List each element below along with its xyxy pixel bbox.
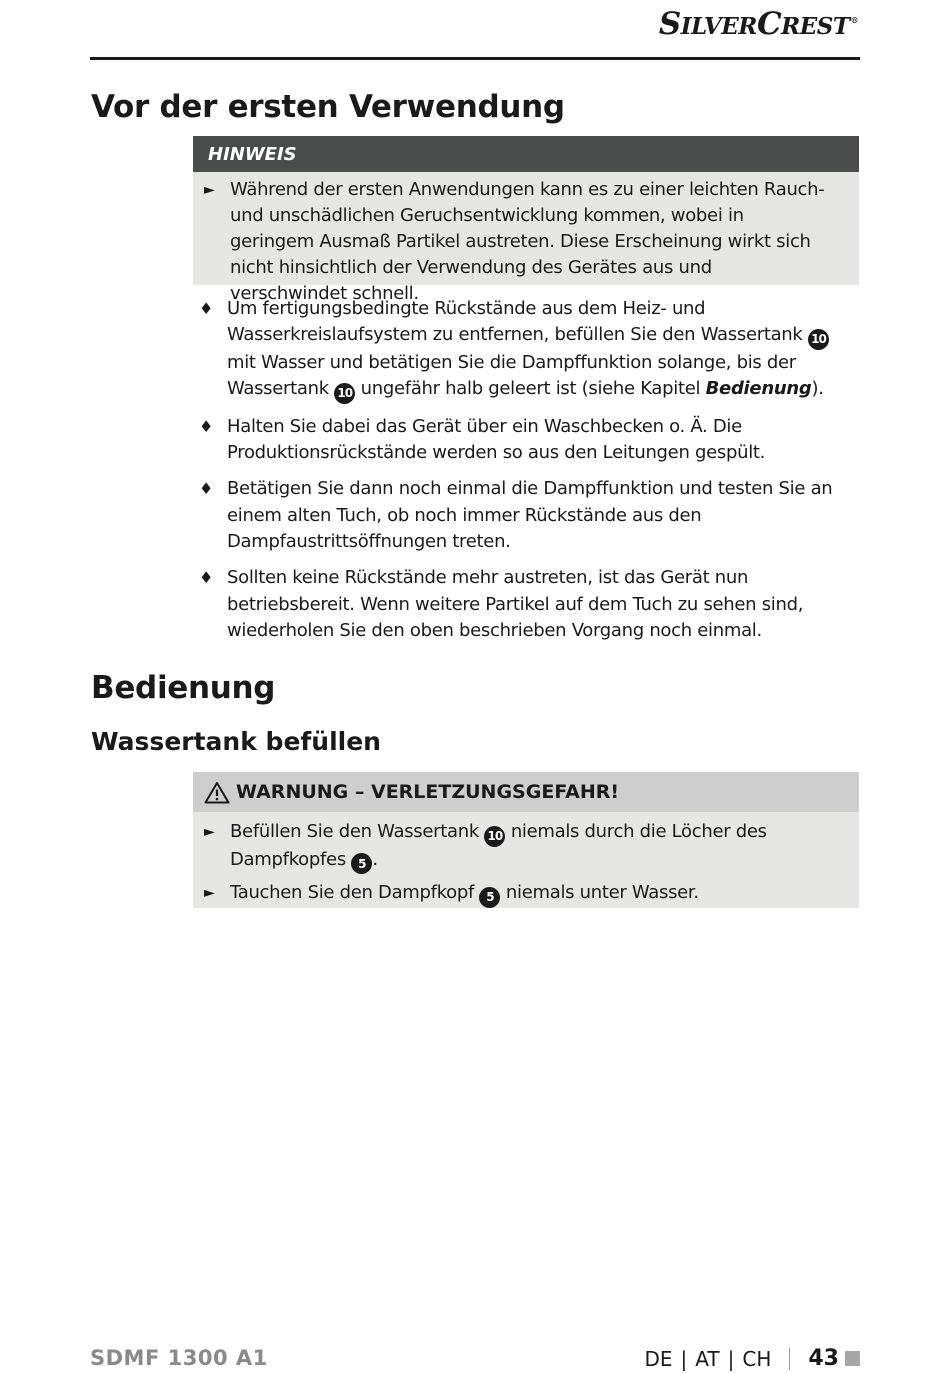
warning-box [193,772,859,908]
arrow-marker-icon: ► [204,182,215,198]
footer-lang: AT [695,1346,720,1371]
diamond-bullet-icon: ♦ [199,479,214,499]
page-square-marker [845,1351,860,1366]
warning-triangle-icon [204,781,230,804]
ref-number-badge: 10 [484,826,505,847]
brand-logo: SILVERCREST® [658,6,858,42]
list-item: ♦ Sollten keine Rückstände mehr austreten, ist das Gerät nun betriebsbereit. Wenn weitere Partikel auf dem Tuch zu sehen sind, wiederholen Sie den oben beschrieben Vorgang noch einmal. [199,567,804,641]
note-box [193,136,859,304]
ref-number-badge: 5 [351,853,372,874]
header-rule [90,57,860,60]
arrow-marker-icon: ► [204,824,215,840]
diamond-bullet-icon: ♦ [199,568,214,588]
list-item: ♦ Betätigen Sie dann noch einmal die Dampffunktion und testen Sie an einem alten Tuch, ob noch immer Rückstände aus den Dampfaustrittsöffnungen treten. [199,478,833,553]
page-number: 43 [808,1346,839,1371]
footer-lang: CH [742,1346,772,1371]
note-item: ► Während der ersten Anwendungen kann es zu einer leichten Rauch- und unschädlichen Geruchsentwicklung kommen, wobei in geringem Ausmaß Partikel austreten. Diese Erscheinung wirkt sich nicht hinsichtlich der Verwendung des Gerätes aus und verschwindet schnell. [204,179,825,304]
footer-divider [789,1348,790,1370]
section-title-operation: Bedienung [91,670,276,706]
footer-model: SDMF 1300 A1 [90,1346,268,1370]
section-title-first-use: Vor der ersten Verwendung [91,89,565,125]
footer-page-info: DE | AT | CH 43 [644,1346,860,1371]
footer-lang: DE [644,1346,673,1371]
first-use-steps [199,296,851,654]
diamond-bullet-icon: ♦ [199,416,214,436]
ref-number-badge: 5 [479,887,500,908]
diamond-bullet-icon: ♦ [199,299,214,318]
ref-number-badge: 10 [334,383,355,404]
warning-item: ► Tauchen Sie den Dampfkopf 5 niemals unter Wasser. [193,880,859,908]
note-header: HINWEIS [193,136,859,172]
ref-number-badge: 10 [808,329,829,350]
arrow-marker-icon: ► [204,885,215,901]
list-item: ♦ Halten Sie dabei das Gerät über ein Waschbecken o. Ä. Die Produktionsrückstände werden so aus den Leitungen gespült. [199,415,766,464]
chapter-reference: Bedienung [705,378,812,400]
warning-header: WARNUNG – VERLETZUNGSGEFAHR! [193,772,859,812]
warning-item: ► Befüllen Sie den Wassertank 10 niemals durch die Löcher des Dampfkopfes 5 . [193,819,859,874]
subsection-title-fill-tank: Wassertank befüllen [91,727,381,756]
list-item: ♦ Um fertigungsbedingte Rückstände aus dem Heiz- und Wasserkreislaufsystem zu entfernen, befüllen Sie den Wassertank 10 mit Wasser und betätigen Sie die Dampffunktion solange, bis der Wassertank 10 ungefähr halb geleert ist (siehe Kapitel Bedienung). [199,296,851,404]
